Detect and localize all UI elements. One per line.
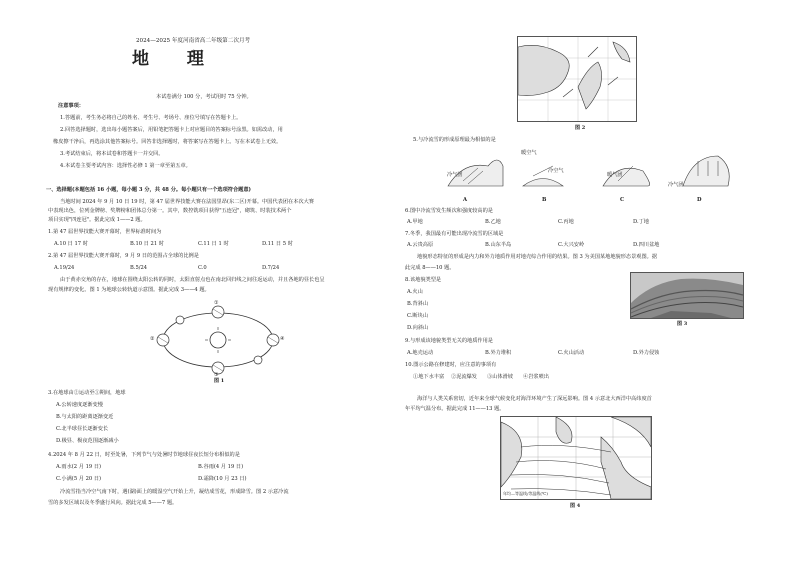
- intro-line: 年平均气温分布。据此完成 11——13 题。: [405, 406, 505, 412]
- option: C.丙地: [558, 219, 574, 225]
- option: C.大兴安岭: [558, 242, 585, 248]
- diagram-label: 冷气团: [447, 172, 463, 178]
- option: D.7/24: [262, 265, 280, 271]
- option: A.云贵高原: [407, 242, 434, 248]
- exam-title: 2024—2025 年度河南省高二年级第二次月考: [136, 38, 251, 44]
- question-1-stem: 1.第 47 届世界技能大赛开幕时，世界标准时间为: [48, 229, 162, 235]
- question-5-diagrams: [443, 146, 743, 196]
- option: C.11 日 1 时: [198, 241, 229, 247]
- question-3-stem: 3.在地球由②运动至①期间，地球: [48, 390, 126, 396]
- figure-2-map: [517, 36, 637, 122]
- orbit-label: ①: [214, 300, 219, 306]
- option: B: [542, 197, 547, 203]
- intro-line: 当地时间 2024 年 9 月 10 日 19 时，第 47 届世界技能大赛在法国里昂(东二区)开幕。中国代表团在本次大赛: [60, 199, 314, 205]
- diagram-label: 冷空气: [548, 168, 564, 174]
- option: A.雨水(2 月 19 日): [56, 464, 102, 470]
- figure-3-photo: [630, 272, 744, 319]
- note-line: 3.考试结束后，将本试卷和答题卡一并交回。: [60, 151, 164, 157]
- option: A.地壳运动: [407, 350, 434, 356]
- orbit-label: ③: [214, 372, 219, 378]
- question-6-stem: 6.图中冷流雪发生频次和强度较高的是: [405, 208, 493, 214]
- figure-1-caption: 图 1: [214, 378, 225, 384]
- intro-line: 此完成 8——10 题。: [405, 265, 455, 271]
- subject-title: 地 理: [132, 49, 220, 69]
- intro-line: 地貌形态特征的形成是内力和外力地质作用对地壳综合作用的结果。图 3 为美国某地地貌形态景观图。据: [417, 254, 658, 260]
- option: ②泥流爆发: [451, 374, 477, 380]
- option: B.山东半岛: [485, 242, 512, 248]
- question-4-stem: 4.2024 年 8 月 22 日，时至处暑，下列节气与处暑时节地球昼夜长短分布相似的是: [48, 452, 240, 458]
- question-7-stem: 7.冬季，我国最有可能出现冷流雪的区域是: [405, 231, 504, 237]
- option: B.谷雨(4 月 19 日): [198, 464, 244, 470]
- intro-line: 海洋与人类关系密切，近年来全球气候变化对海洋环境产生了深远影响。图 4 示意北大西洋中高纬度首: [417, 396, 652, 402]
- option: D.霜降(10 月 23 日): [198, 476, 247, 482]
- notes-title: 注意事项：: [58, 103, 84, 109]
- option: B.乙地: [485, 219, 501, 225]
- section-one-heading: 一、选择题(本题包括 16 小题，每小题 3 分，共 48 分。每小题只有一个选项符合题意): [46, 187, 251, 193]
- question-2-stem: 2.第 47 届世界技能大赛开幕时，9 月 9 日的范围占全球的比例是: [48, 253, 199, 259]
- option: B.5/24: [130, 265, 148, 271]
- option: C.火山活动: [558, 350, 585, 356]
- option: B.与太阳的距离逐渐变近: [56, 414, 114, 420]
- intro-line: 由于黄赤交角的存在，地球在围绕太阳公转的同时，太阳直射点也在南北回归线之间往返运动，并且各地的昼长也呈: [60, 277, 325, 283]
- option: ①地下水丰富: [413, 374, 445, 380]
- option: D.外力侵蚀: [633, 350, 660, 356]
- note-line: 1.答题前，考生务必将自己的姓名、考生号、考场号、座位号填写在答题卡上。: [60, 115, 242, 121]
- note-line: 4.本试卷主要考试内容：选择性必修 1 第一章至第五章。: [60, 163, 191, 169]
- diagram-label: 冷气团: [668, 182, 684, 188]
- figure-4-caption: 图 4: [570, 503, 581, 509]
- option: D.四川盆地: [633, 242, 660, 248]
- intro-line: 冷流雪指当冷空气南下时，遇(湖)面上的暖湿空气开始上升，凝结成雪花，形成降雪。图 2 示意冷流: [60, 489, 289, 495]
- option: D.极昼、极夜范围逐渐减小: [56, 438, 119, 444]
- figure-1-orbit: [148, 300, 288, 380]
- option: B.外力堆积: [485, 350, 512, 356]
- option: D: [697, 197, 702, 203]
- option: A.火山: [407, 289, 423, 295]
- question-5-stem: 5.与冷流雪的形成原理最为相似的是: [413, 137, 496, 143]
- note-line: 橡皮擦干净后，再选涂其他答案标号。回答非选择题时，将答案写在答题卡上。写在本试卷上无效。: [53, 139, 282, 145]
- option: C: [620, 197, 625, 203]
- option: ③山体滑坡: [487, 374, 513, 380]
- option: C.北半球昼长逐渐变长: [56, 426, 109, 432]
- option: B.10 日 21 时: [130, 241, 164, 247]
- figure-4-map: [500, 416, 652, 500]
- option: C.小满(5 月 20 日): [56, 476, 102, 482]
- option: C.断块山: [407, 313, 428, 319]
- option: D.丁地: [633, 219, 649, 225]
- diagram-label: 暖空气: [521, 150, 537, 156]
- diagram-label: 暖气团: [607, 172, 623, 178]
- option: A.10 日 17 时: [54, 241, 88, 247]
- option: A.甲地: [407, 219, 423, 225]
- question-9-stem: 9.与形成该地貌类型无关的地质作用是: [405, 338, 493, 344]
- option: A.19/24: [54, 265, 75, 271]
- figure-2-caption: 图 2: [575, 125, 586, 131]
- exam-meta: 本试卷满分 100 分，考试用时 75 分钟。: [156, 94, 252, 100]
- orbit-label: ④: [280, 336, 285, 342]
- intro-line: 现有规律的变化。图 1 为地球公转轨道示意图。据此完成 3——4 题。: [48, 287, 210, 293]
- intro-line: 中表现出色，位列金牌榜、奖牌榜和团体总分第一。其中，数控铣项目获得"五连冠"，砌筑、时装技术两个: [48, 208, 292, 214]
- option: C.0: [198, 265, 207, 271]
- option: D.向斜山: [407, 325, 429, 331]
- intro-line: 项目实现"四连冠"。据此完成 1——2 题。: [48, 217, 146, 223]
- option: ④岩浆喷出: [523, 374, 549, 380]
- option: D.11 日 5 时: [262, 241, 293, 247]
- question-8-stem: 8.该地貌类型是: [405, 277, 442, 283]
- option: B.背斜山: [407, 301, 429, 307]
- option: A.公转速度逐渐变慢: [56, 402, 103, 408]
- figure-3-caption: 图 3: [677, 321, 688, 327]
- orbit-label: ②: [150, 336, 155, 342]
- option: A: [463, 197, 468, 203]
- question-10-stem: 10.图示公路在修建时，应注意的事项有: [405, 362, 497, 368]
- map-legend: 年均—等温线/等温线(℃): [503, 491, 548, 496]
- intro-line: 雪的多发区域以及冬季盛行风向。据此完成 5——7 题。: [48, 500, 178, 506]
- note-line: 2.回答选择题时，选出每小题答案后，用铅笔把答题卡上对应题目的答案标号涂黑。如需改动，用: [60, 127, 283, 133]
